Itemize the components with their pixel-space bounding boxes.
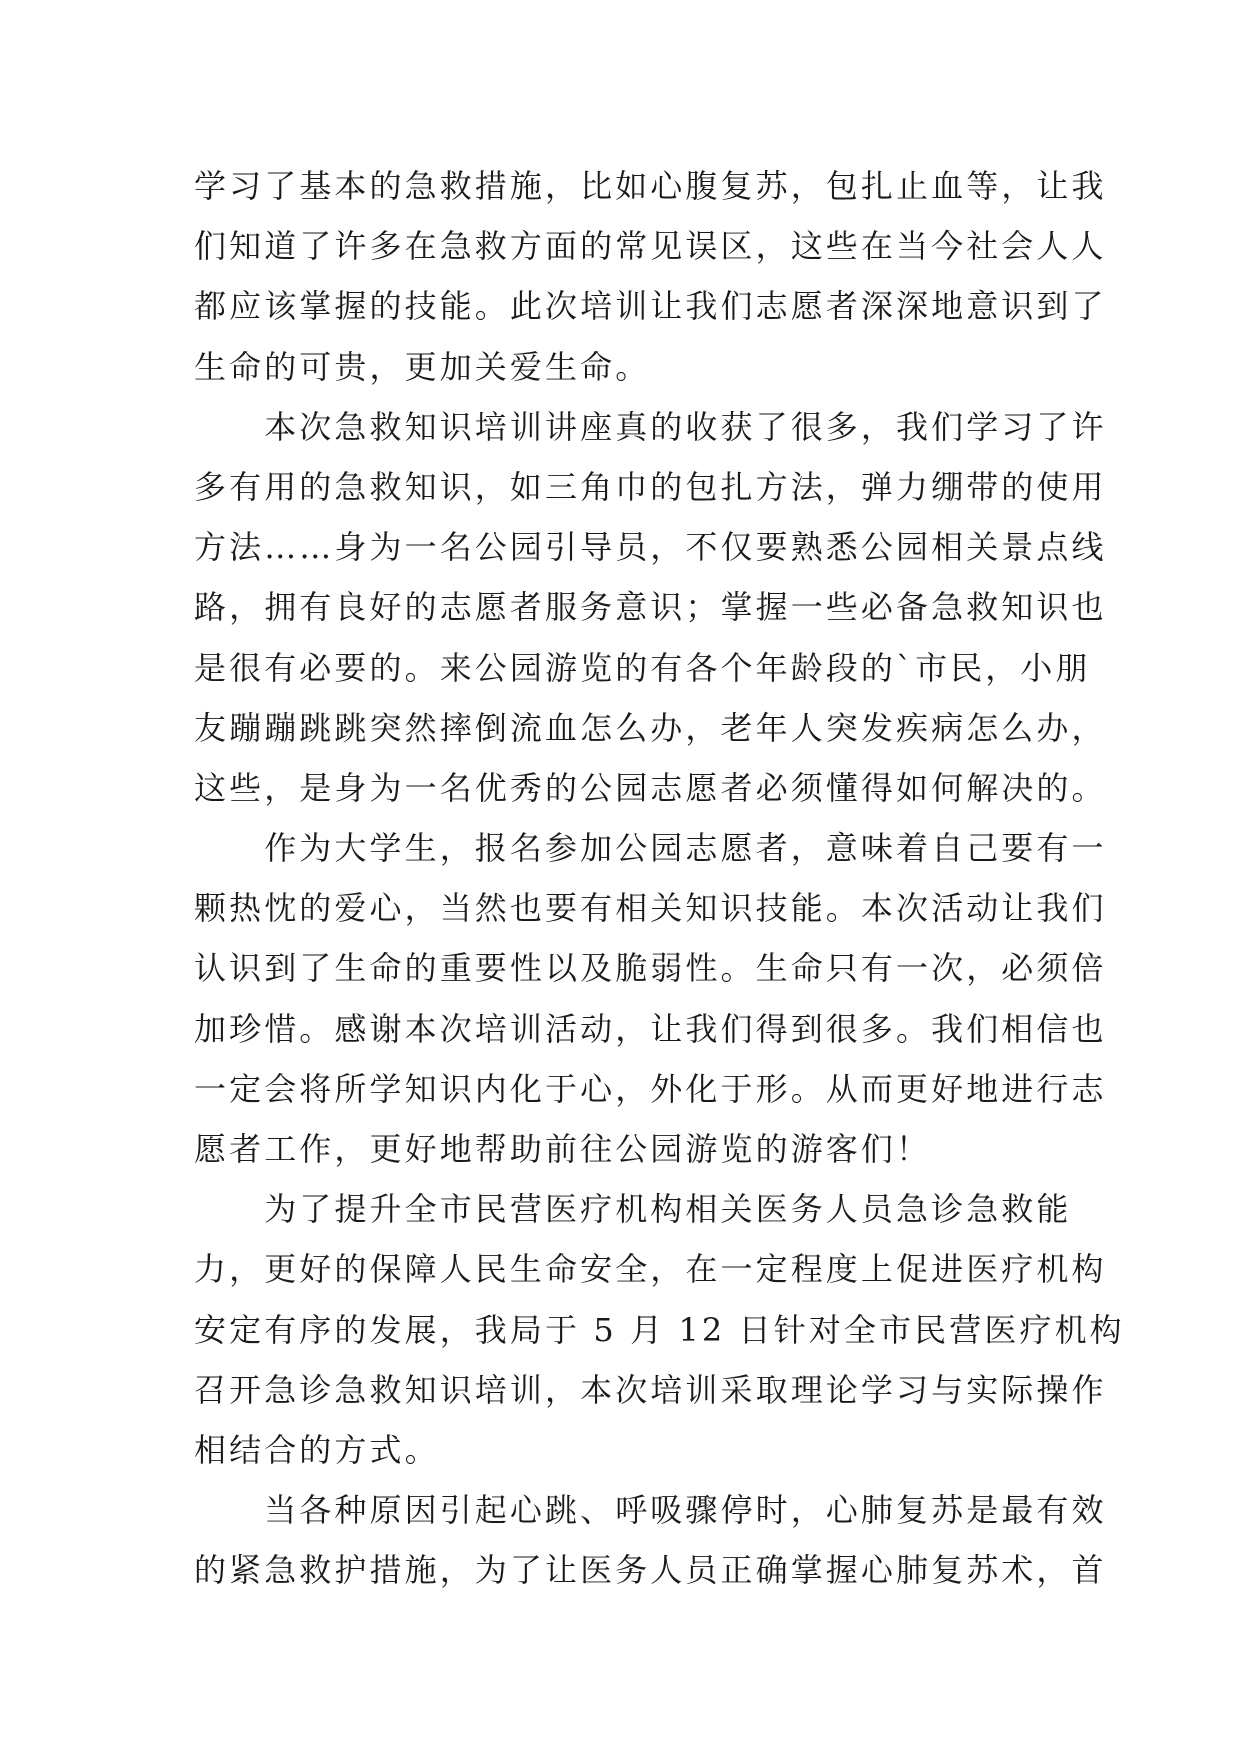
text-line: 友蹦蹦跳跳突然摔倒流血怎么办，老年人突发疾病怎么办，	[194, 708, 1107, 747]
text-line: 生命的可贵，更加关爱生命。	[194, 347, 651, 386]
text-line: 安定有序的发展，我局于 5 月 12 日针对全市民营医疗机构	[194, 1310, 1125, 1349]
text-line: 当各种原因引起心跳、呼吸骤停时，心肺复苏是最有效	[194, 1491, 1107, 1530]
text-line: 本次急救知识培训讲座真的收获了很多，我们学习了许	[194, 407, 1107, 446]
text-line: 加珍惜。感谢本次培训活动，让我们得到很多。我们相信也	[194, 1009, 1107, 1048]
document-body	[194, 156, 1125, 1601]
text-line: 颗热忱的爱心，当然也要有相关知识技能。本次活动让我们	[194, 889, 1107, 928]
text-line: 方法……身为一名公园引导员，不仅要熟悉公园相关景点线	[194, 528, 1107, 567]
text-line: 路，拥有良好的志愿者服务意识；掌握一些必备急救知识也	[194, 588, 1107, 627]
text-line: 愿者工作，更好地帮助前往公园游览的游客们！	[194, 1130, 932, 1168]
text-line: 认识到了生命的重要性以及脆弱性。生命只有一次，必须倍	[194, 949, 1107, 988]
text-line: 为了提升全市民营医疗机构相关医务人员急诊急救能	[194, 1190, 1072, 1229]
text-line: 的紧急救护措施，为了让医务人员正确掌握心肺复苏术，首	[194, 1551, 1107, 1590]
text-line: 召开急诊急救知识培训，本次培训采取理论学习与实际操作	[194, 1370, 1107, 1409]
text-line: 这些，是身为一名优秀的公园志愿者必须懂得如何解决的。	[194, 768, 1107, 807]
text-line: 相结合的方式。	[194, 1430, 440, 1469]
text-line: 学习了基本的急救措施，比如心腹复苏，包扎止血等，让我	[194, 167, 1107, 205]
text-line: 是很有必要的。来公园游览的有各个年龄段的`市民，小朋	[194, 648, 1091, 687]
text-line: 力，更好的保障人民生命安全，在一定程度上促进医疗机构	[194, 1250, 1107, 1289]
text-line: 多有用的急救知识，如三角巾的包扎方法，弹力绷带的使用	[194, 467, 1107, 506]
text-line: 作为大学生，报名参加公园志愿者，意味着自己要有一	[194, 829, 1107, 868]
text-line: 一定会将所学知识内化于心，外化于形。从而更好地进行志	[194, 1069, 1107, 1108]
text-line: 们知道了许多在急救方面的常见误区，这些在当今社会人人	[194, 227, 1107, 266]
text-line: 都应该掌握的技能。此次培训让我们志愿者深深地意识到了	[194, 287, 1107, 326]
